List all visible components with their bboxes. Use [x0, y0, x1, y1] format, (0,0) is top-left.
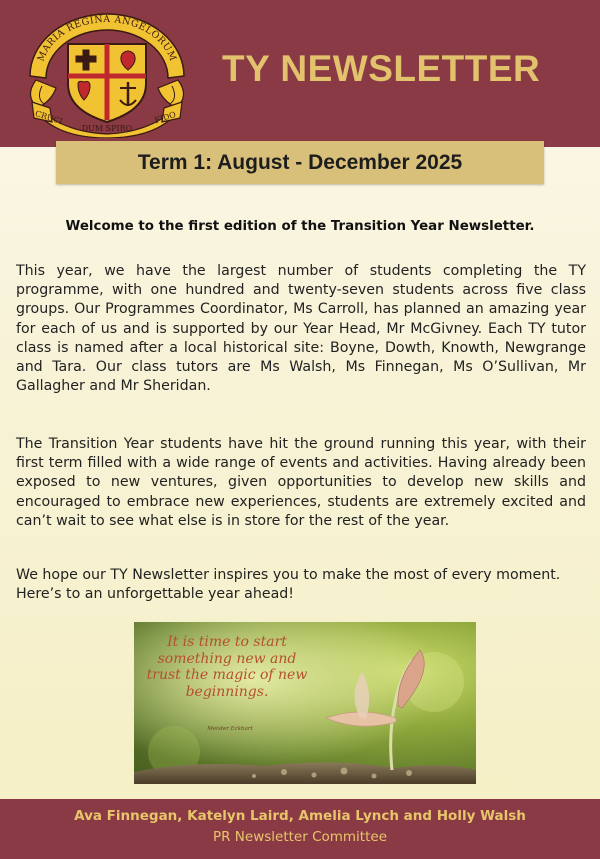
intro-paragraph: This year, we have the largest number of students completing the TY programme, with one hundred and twenty-seven students across five class groups. Our Programmes Coordinator, Ms Carroll, has planned an amazing year for each of us and is supported by our Year Head, Mr McGivney. Each TY tutor class is named after a local historical site: Boyne, Dowth, Knowth, Newgrange and Tara. Our class tutors are Ms Walsh, Ms Finnegan, Ms O’Sullivan, Mr Gallagher and Mr Sheridan. [16, 263, 586, 395]
header-bar [0, 0, 600, 147]
svg-text:MARIA REGINA ANGELORUM: MARIA REGINA ANGELORUM [35, 13, 179, 64]
quote-text: It is time to start something new and trust the magic of new beginnings. [146, 634, 308, 700]
welcome-heading: Welcome to the first edition of the Transition Year Newsletter. [65, 219, 535, 234]
newsletter-title: TY NEWSLETTER [222, 48, 541, 89]
sprout-quote-image [134, 622, 476, 784]
svg-text:CRUCI: CRUCI [33, 108, 64, 127]
closing-paragraph: We hope our TY Newsletter inspires you to make the most of every moment. Here’s to an unforgettable year ahead! [16, 567, 561, 603]
committee-label: PR Newsletter Committee [212, 829, 388, 845]
quote-author: Meister Eckhart [207, 726, 253, 732]
svg-text:DUM SPIRO: DUM SPIRO [81, 124, 133, 133]
term-label: Term 1: August - December 2025 [137, 150, 463, 174]
activities-paragraph: The Transition Year students have hit the ground running this year, with their first term filled with a wide range of events and activities. Having already been exposed to new ventures, given opportunities to develop new skills and encouraged to embrace new experiences, students are extremely excited and can’t wait to see what else is in store for the rest of the year. [16, 436, 586, 529]
author-names: Ava Finnegan, Katelyn Laird, Amelia Lynch and Holly Walsh [74, 808, 526, 824]
term-banner [56, 141, 544, 184]
footer-bar [0, 799, 600, 859]
svg-text:FIDO: FIDO [153, 109, 177, 126]
school-crest-logo [22, 10, 192, 138]
